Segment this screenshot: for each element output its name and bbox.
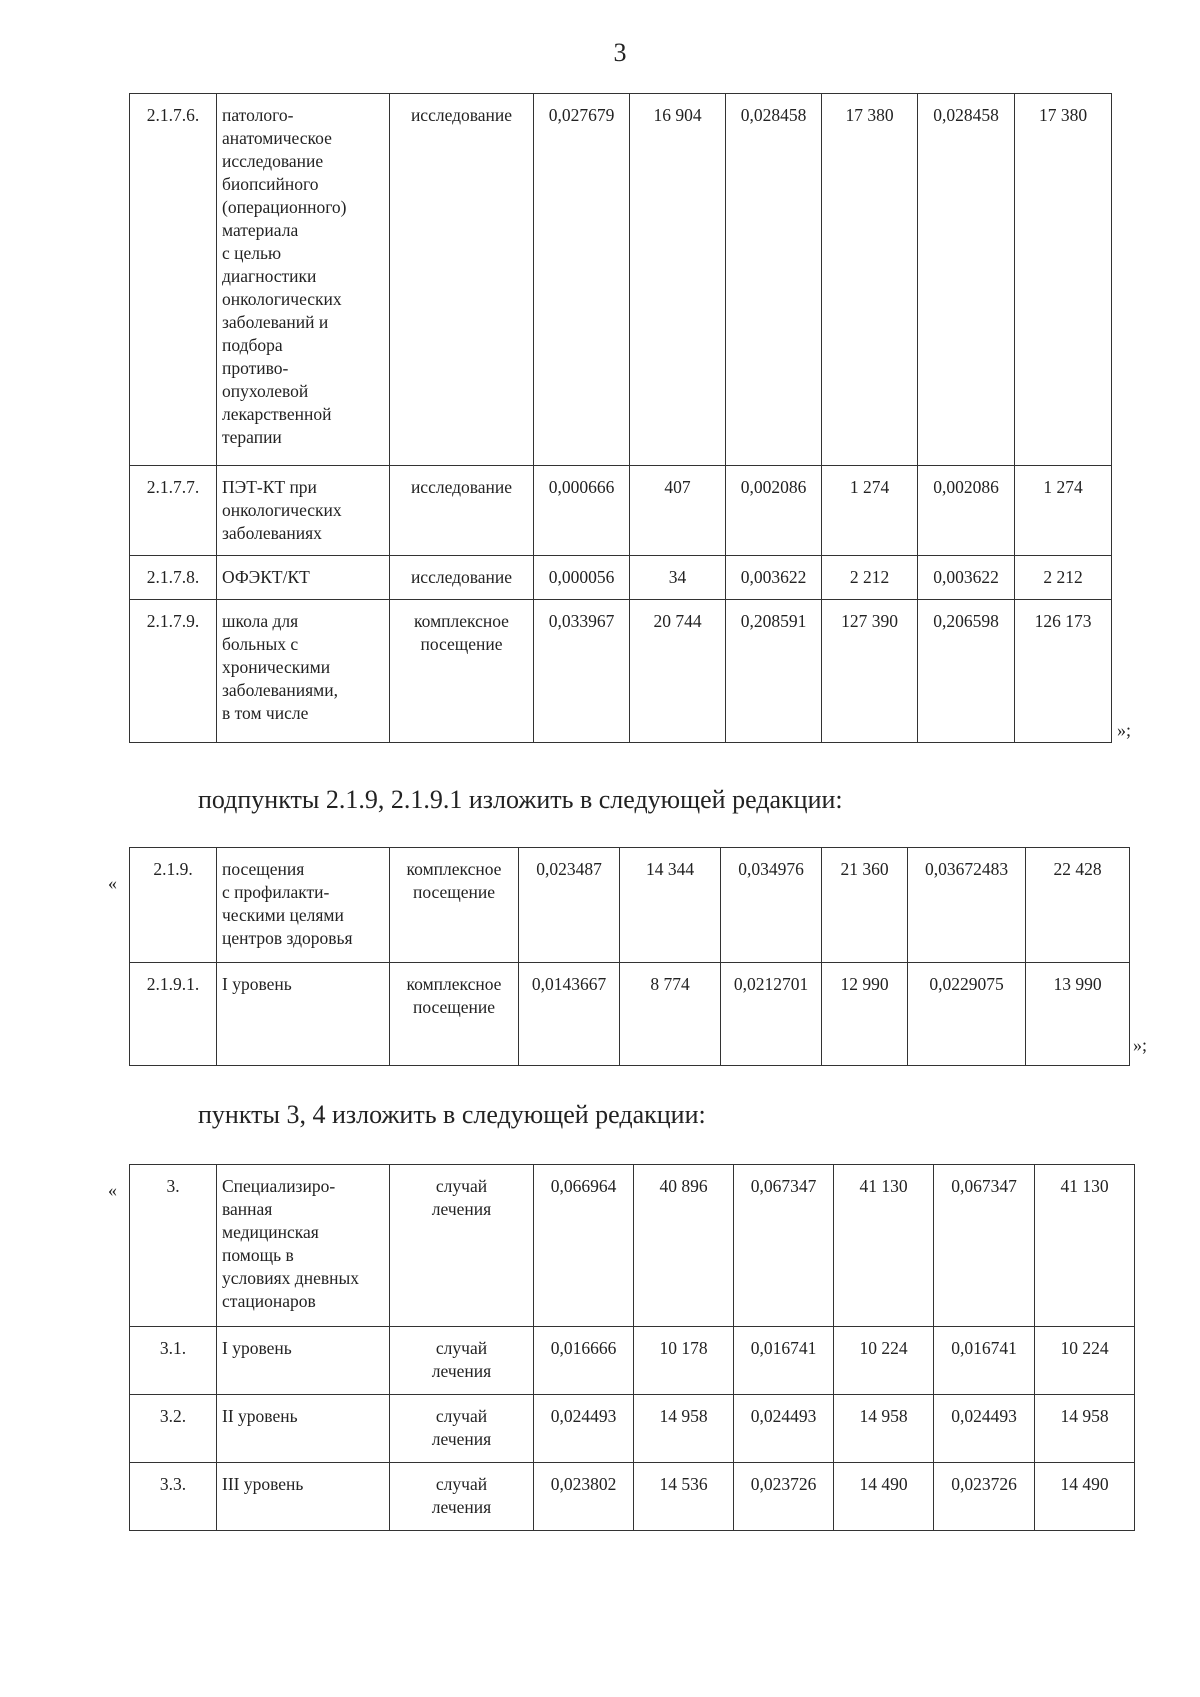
table-1-close-quote: »; [1117,720,1132,740]
row-value-3-cell: 0,067347 [734,1165,834,1327]
row-value-4-cell: 12 990 [822,963,908,1066]
row-number-cell: 3.1. [130,1327,217,1395]
row-value-4-cell: 14 958 [834,1395,934,1463]
table-row [130,1165,1135,1327]
row-value-5-cell: 0,002086 [918,466,1015,556]
row-value-5-cell: 0,067347 [934,1165,1035,1327]
row-value-2-cell: 34 [630,556,726,600]
row-unit-cell: исследование [390,94,534,466]
row-unit-cell: случай лечения [390,1395,534,1463]
row-value-6-cell: 14 490 [1035,1463,1135,1531]
row-value-2-cell: 14 958 [634,1395,734,1463]
row-value-1-cell: 0,023487 [519,848,620,963]
row-unit-cell: случай лечения [390,1165,534,1327]
row-number-cell: 3. [130,1165,217,1327]
row-value-4-cell: 17 380 [822,94,918,466]
row-value-3-cell: 0,0212701 [721,963,822,1066]
row-value-5-cell: 0,023726 [934,1463,1035,1531]
page-number: 3 [613,38,627,67]
row-value-2-cell: 14 536 [634,1463,734,1531]
row-value-6-cell: 41 130 [1035,1165,1135,1327]
table-row [130,1463,1135,1531]
row-value-3-cell: 0,208591 [726,600,822,743]
row-value-3-cell: 0,016741 [734,1327,834,1395]
row-value-6-cell: 10 224 [1035,1327,1135,1395]
row-name-cell: ОФЭКТ/КТ [217,556,390,600]
row-number-cell: 2.1.7.8. [130,556,217,600]
row-value-3-cell: 0,023726 [734,1463,834,1531]
row-value-2-cell: 8 774 [620,963,721,1066]
table-row [130,1395,1135,1463]
row-unit-cell: исследование [390,556,534,600]
row-value-1-cell: 0,000056 [534,556,630,600]
row-number-cell: 3.2. [130,1395,217,1463]
row-value-5-cell: 0,206598 [918,600,1015,743]
row-value-1-cell: 0,016666 [534,1327,634,1395]
row-value-3-cell: 0,028458 [726,94,822,466]
row-value-1-cell: 0,0143667 [519,963,620,1066]
row-value-2-cell: 40 896 [634,1165,734,1327]
row-value-6-cell: 1 274 [1015,466,1112,556]
row-number-cell: 2.1.7.6. [130,94,217,466]
row-value-3-cell: 0,024493 [734,1395,834,1463]
row-value-5-cell: 0,028458 [918,94,1015,466]
row-name-cell: III уровень [217,1463,390,1531]
table-row [130,600,1112,743]
row-value-5-cell: 0,003622 [918,556,1015,600]
row-value-5-cell: 0,03672483 [908,848,1026,963]
table-row [130,963,1130,1066]
table-2-body [130,848,1130,1066]
row-value-1-cell: 0,023802 [534,1463,634,1531]
row-value-4-cell: 14 490 [834,1463,934,1531]
row-name-cell: I уровень [217,963,390,1066]
row-value-1-cell: 0,033967 [534,600,630,743]
row-name-cell: ПЭТ-КТ при онкологических заболеваниях [217,466,390,556]
row-value-6-cell: 126 173 [1015,600,1112,743]
row-name-cell: патолого- анатомическое исследование биопсийного (операционного) материала с целью диагностики онкологических заболеваний и подбора противо- опухолевой лекарственной терапии [217,94,390,466]
row-value-3-cell: 0,002086 [726,466,822,556]
row-value-4-cell: 1 274 [822,466,918,556]
row-value-4-cell: 21 360 [822,848,908,963]
row-value-1-cell: 0,066964 [534,1165,634,1327]
row-value-6-cell: 2 212 [1015,556,1112,600]
table-2 [129,847,1130,1066]
row-unit-cell: комплексное посещение [390,963,519,1066]
table-2-open-quote: « [108,873,117,893]
row-value-5-cell: 0,024493 [934,1395,1035,1463]
row-value-2-cell: 10 178 [634,1327,734,1395]
row-value-3-cell: 0,034976 [721,848,822,963]
table-2-close-quote: »; [1133,1035,1148,1055]
row-value-3-cell: 0,003622 [726,556,822,600]
row-name-cell: Специализиро- ванная медицинская помощь в условиях дневных стационаров [217,1165,390,1327]
row-number-cell: 2.1.7.7. [130,466,217,556]
row-value-1-cell: 0,000666 [534,466,630,556]
row-value-2-cell: 14 344 [620,848,721,963]
table-3-body [130,1165,1135,1531]
table-1-body [130,94,1112,743]
table-row [130,94,1112,466]
table-row [130,556,1112,600]
row-value-2-cell: 16 904 [630,94,726,466]
table-row [130,466,1112,556]
row-value-4-cell: 127 390 [822,600,918,743]
row-unit-cell: комплексное посещение [390,848,519,963]
row-unit-cell: комплексное посещение [390,600,534,743]
row-number-cell: 2.1.9. [130,848,217,963]
row-value-4-cell: 2 212 [822,556,918,600]
row-value-6-cell: 13 990 [1026,963,1130,1066]
row-value-6-cell: 17 380 [1015,94,1112,466]
row-name-cell: школа для больных с хроническими заболеваниями, в том числе [217,600,390,743]
row-name-cell: посещения с профилакти- ческими целями центров здоровья [217,848,390,963]
row-value-5-cell: 0,016741 [934,1327,1035,1395]
row-unit-cell: случай лечения [390,1463,534,1531]
row-value-2-cell: 20 744 [630,600,726,743]
row-value-4-cell: 41 130 [834,1165,934,1327]
row-name-cell: II уровень [217,1395,390,1463]
row-value-2-cell: 407 [630,466,726,556]
row-unit-cell: исследование [390,466,534,556]
table-3-open-quote: « [108,1180,117,1200]
row-number-cell: 2.1.7.9. [130,600,217,743]
table-row [130,1327,1135,1395]
row-value-4-cell: 10 224 [834,1327,934,1395]
table-row [130,848,1130,963]
row-value-6-cell: 22 428 [1026,848,1130,963]
row-number-cell: 2.1.9.1. [130,963,217,1066]
row-value-5-cell: 0,0229075 [908,963,1026,1066]
paragraph-points: пункты 3, 4 изложить в следующей редакции: [198,1100,706,1129]
table-1 [129,93,1112,743]
row-unit-cell: случай лечения [390,1327,534,1395]
paragraph-subpoints: подпункты 2.1.9, 2.1.9.1 изложить в следующей редакции: [198,785,843,814]
row-value-6-cell: 14 958 [1035,1395,1135,1463]
row-name-cell: I уровень [217,1327,390,1395]
row-value-1-cell: 0,024493 [534,1395,634,1463]
row-number-cell: 3.3. [130,1463,217,1531]
table-3 [129,1164,1135,1531]
row-value-1-cell: 0,027679 [534,94,630,466]
